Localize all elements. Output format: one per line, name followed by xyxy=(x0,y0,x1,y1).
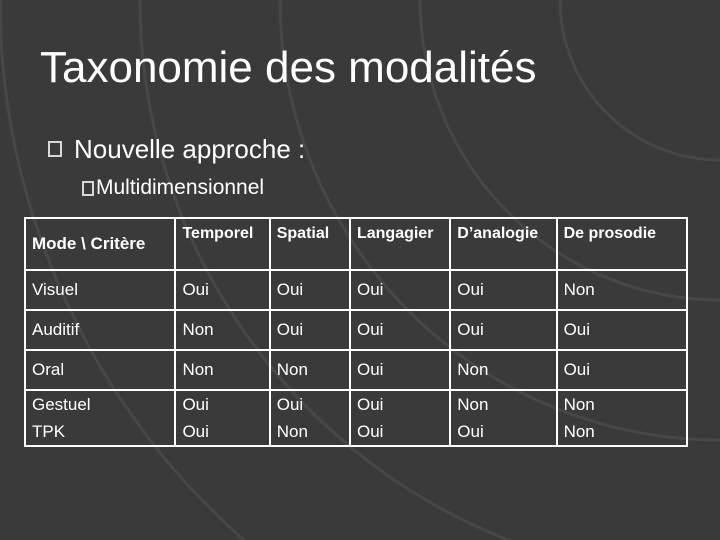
table-cell: Oui xyxy=(175,390,269,419)
table-cell: Oui xyxy=(270,390,350,419)
table-cell: Auditif xyxy=(25,310,175,350)
table-cell: Oui xyxy=(350,390,450,419)
header-cell: Mode \ Critère xyxy=(25,218,175,270)
table-row xyxy=(25,390,687,419)
slide-title: Taxonomie des modalités xyxy=(40,43,537,92)
table-header-row xyxy=(25,218,687,270)
table-row xyxy=(25,310,687,350)
table-cell: Oui xyxy=(450,310,556,350)
modalities-table xyxy=(24,217,688,447)
table-cell: Non xyxy=(175,310,269,350)
bullet-level1-text: Nouvelle approche : xyxy=(74,134,306,164)
table-cell: Non xyxy=(557,419,687,446)
header-cell: De prosodie xyxy=(557,218,687,270)
table-cell: Non xyxy=(270,419,350,446)
table-cell: Oui xyxy=(350,350,450,390)
table-cell: Oui xyxy=(175,419,269,446)
table-row xyxy=(25,270,687,310)
table-cell: Oui xyxy=(350,419,450,446)
table-cell: Oui xyxy=(450,270,556,310)
table-cell: Oui xyxy=(557,350,687,390)
bullet-level1 xyxy=(48,132,305,166)
table-cell: Non xyxy=(175,350,269,390)
table-cell: Oui xyxy=(270,310,350,350)
table-cell: Non xyxy=(557,270,687,310)
table-cell: Oui xyxy=(557,310,687,350)
table-cell: Oui xyxy=(450,419,556,446)
bullet-level2-text: Multidimensionnel xyxy=(96,176,265,199)
bullet-level2 xyxy=(82,174,264,202)
header-cell: Spatial xyxy=(270,218,350,270)
table-row xyxy=(25,419,687,446)
table-cell: Non xyxy=(270,350,350,390)
bullet-box-icon xyxy=(48,141,62,157)
table-cell: Visuel xyxy=(25,270,175,310)
table-cell: Oui xyxy=(270,270,350,310)
bullet-box-icon xyxy=(82,181,94,196)
table-cell: Oui xyxy=(350,270,450,310)
table-cell: Oui xyxy=(175,270,269,310)
table-cell: TPK xyxy=(25,419,175,446)
table-row xyxy=(25,350,687,390)
table-cell: Oui xyxy=(350,310,450,350)
table-cell: Non xyxy=(450,350,556,390)
table-cell: Oral xyxy=(25,350,175,390)
table-cell: Non xyxy=(557,390,687,419)
header-cell: Temporel xyxy=(175,218,269,270)
header-cell: Langagier xyxy=(350,218,450,270)
header-cell: D’analogie xyxy=(450,218,556,270)
table-cell: Non xyxy=(450,390,556,419)
table-cell: Gestuel xyxy=(25,390,175,419)
